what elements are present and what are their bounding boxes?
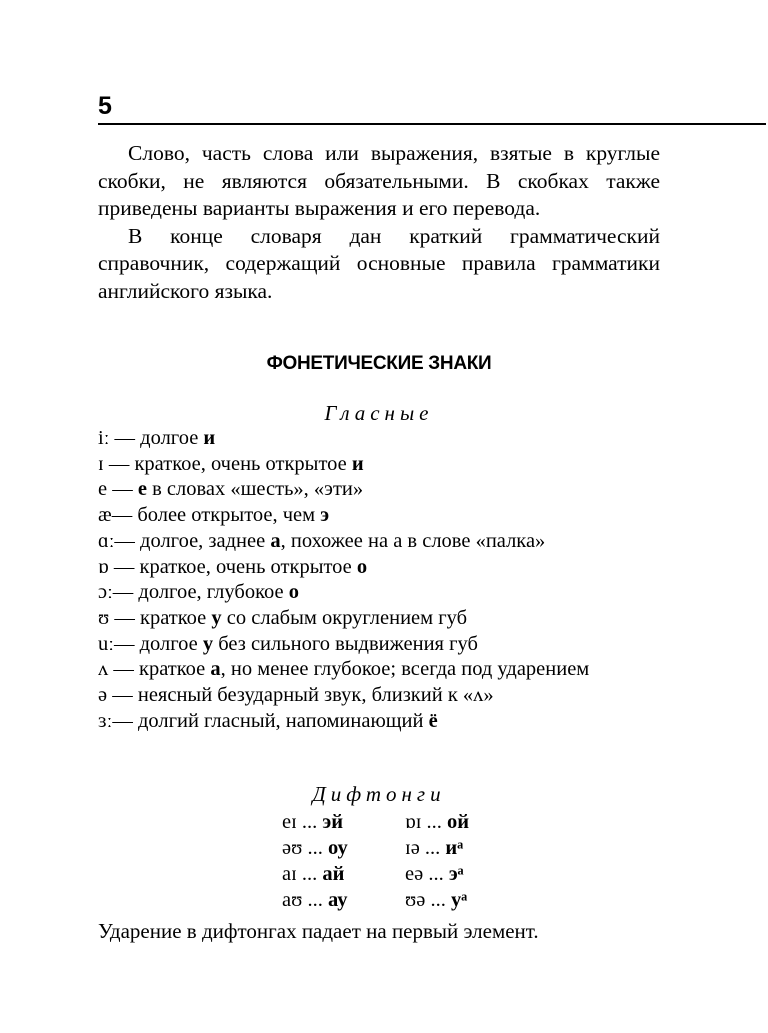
list-item: [98, 426, 698, 452]
intro-paragraph-1: Слово, часть слова или выражения, взятые в круглые скобки, не являются обязательными. В скобках также приведены варианты выражения и его перевода.: [98, 141, 660, 220]
ellipsis-separator: ...: [296, 811, 323, 833]
bold-letter: е: [137, 478, 147, 501]
bold-letter: и: [351, 452, 364, 475]
dash-separator: —: [114, 529, 141, 552]
phonetic-symbol: ɒ: [98, 555, 109, 578]
phonetic-symbol: ʌ: [98, 658, 109, 681]
diphthong-item: [405, 835, 515, 861]
ellipsis-separator: ...: [419, 837, 446, 859]
diphthong-value: эᵃ: [448, 863, 464, 885]
diphthong-value: иᵃ: [445, 837, 464, 859]
phonetic-symbol: eɪ: [282, 811, 297, 833]
header-rule: [98, 123, 766, 125]
diphthong-value: эй: [322, 811, 344, 833]
vowel-description: краткое: [139, 658, 211, 681]
page-number: 5: [98, 92, 112, 120]
bold-letter: и: [203, 427, 216, 449]
vowel-description-tail: в словах «шесть», «эти»: [146, 478, 364, 501]
intro-paragraph-2: В конце словаря дан краткий грамматический справочник, содержащий основные правила грамматики английского языка.: [98, 223, 660, 303]
vowel-description: краткое, очень открытое: [134, 452, 352, 475]
bold-letter: о: [356, 555, 368, 578]
ellipsis-separator: ...: [421, 811, 448, 833]
phonetic-symbol: ɒɪ: [405, 811, 422, 833]
ellipsis-separator: ...: [296, 863, 323, 885]
dash-separator: —: [112, 709, 138, 732]
phonetic-symbol: ɑː: [98, 529, 115, 552]
vowel-description-tail: , похожее на а в слове «палка»: [280, 529, 546, 552]
dash-separator: —: [107, 478, 138, 501]
phonetic-symbol: uː: [98, 632, 114, 655]
diphthong-value: ау: [327, 889, 348, 911]
bold-letter: у: [211, 606, 222, 629]
bold-letter: а: [210, 658, 221, 681]
phonetic-symbol: æ: [98, 504, 112, 527]
phonetic-symbol: ə: [98, 684, 108, 707]
phonetic-symbol: iː: [98, 427, 110, 449]
list-item: [98, 477, 698, 503]
bold-letter: э: [320, 504, 330, 527]
vowel-description: краткое: [140, 606, 212, 629]
phonetic-symbol: ɜː: [98, 709, 113, 732]
phonetic-symbol: ʊ: [98, 606, 110, 629]
vowel-description-tail: со слабым округлением губ: [221, 606, 468, 629]
diphthong-item: [282, 835, 405, 861]
vowel-description: долгое: [139, 632, 203, 655]
diphthong-value: оу: [327, 837, 348, 859]
list-item: [98, 529, 698, 555]
vowel-description: неясный безударный звук, близкий к «ʌ»: [137, 684, 494, 707]
diphthong-item: [282, 809, 405, 835]
vowel-description-tail: без сильного выдвижения губ: [213, 632, 478, 655]
ellipsis-separator: ...: [302, 889, 328, 911]
vowel-description: долгое, заднее: [140, 529, 271, 552]
vowel-description: долгий гласный, напоминающий: [137, 709, 429, 732]
vowels-title: Гласные: [324, 401, 434, 425]
dash-separator: —: [108, 658, 139, 681]
ellipsis-separator: ...: [302, 837, 328, 859]
phonetic-symbol: aɪ: [282, 863, 297, 885]
diphthong-item: [405, 887, 515, 913]
footer-note: Ударение в дифтонгах падает на первый элемент.: [98, 919, 539, 943]
section-title: ФОНЕТИЧЕСКИЕ ЗНАКИ: [266, 353, 492, 374]
phonetic-symbol: ʊə: [405, 889, 426, 911]
dash-separator: —: [113, 632, 140, 655]
list-item: [98, 683, 698, 709]
bold-letter: о: [288, 581, 299, 604]
list-item: [98, 632, 698, 658]
diphthong-item: [282, 887, 405, 913]
diphthong-value: уᵃ: [450, 889, 468, 911]
dash-separator: —: [109, 427, 141, 449]
list-item: [98, 709, 698, 735]
vowel-description: долгое: [140, 427, 204, 449]
dash-separator: —: [109, 606, 141, 629]
diphthongs-title: Дифтонги: [312, 782, 446, 806]
diphthong-value: ой: [447, 811, 470, 833]
dash-separator: —: [112, 581, 139, 604]
phonetic-symbol: eə: [405, 863, 424, 885]
list-item: [98, 580, 698, 606]
bold-letter: а: [270, 529, 281, 552]
ellipsis-separator: ...: [425, 889, 451, 911]
intro-text: [98, 140, 660, 305]
phonetic-symbol: aʊ: [282, 889, 303, 911]
list-item: [98, 657, 698, 683]
dash-separator: —: [111, 504, 138, 527]
diphthong-value: ай: [322, 863, 345, 885]
list-item: [98, 452, 698, 478]
dash-separator: —: [103, 452, 135, 475]
phonetic-symbol: ɪ: [98, 452, 104, 475]
phonetic-symbol: ɪə: [405, 837, 420, 859]
list-item: [98, 503, 698, 529]
vowel-description: долгое, глубокое: [138, 581, 289, 604]
phonetic-symbol: e: [98, 478, 108, 501]
diphthong-table: [282, 809, 515, 913]
bold-letter: ё: [428, 709, 438, 732]
bold-letter: у: [202, 632, 214, 655]
list-item: [98, 606, 698, 632]
phonetic-symbol: ɔː: [98, 581, 113, 604]
diphthong-item: [282, 861, 405, 887]
list-item: [98, 555, 698, 581]
diphthong-item: [405, 809, 515, 835]
ellipsis-separator: ...: [423, 863, 449, 885]
dash-separator: —: [107, 684, 138, 707]
vowel-description: краткое, очень открытое: [139, 555, 357, 578]
phonetic-symbol: əʊ: [282, 837, 303, 859]
diphthong-item: [405, 861, 515, 887]
vowel-description-tail: , но менее глубокое; всегда под ударением: [220, 658, 590, 681]
vowel-list: [98, 426, 698, 734]
dash-separator: —: [108, 555, 140, 578]
vowel-description: более открытое, чем: [137, 504, 321, 527]
